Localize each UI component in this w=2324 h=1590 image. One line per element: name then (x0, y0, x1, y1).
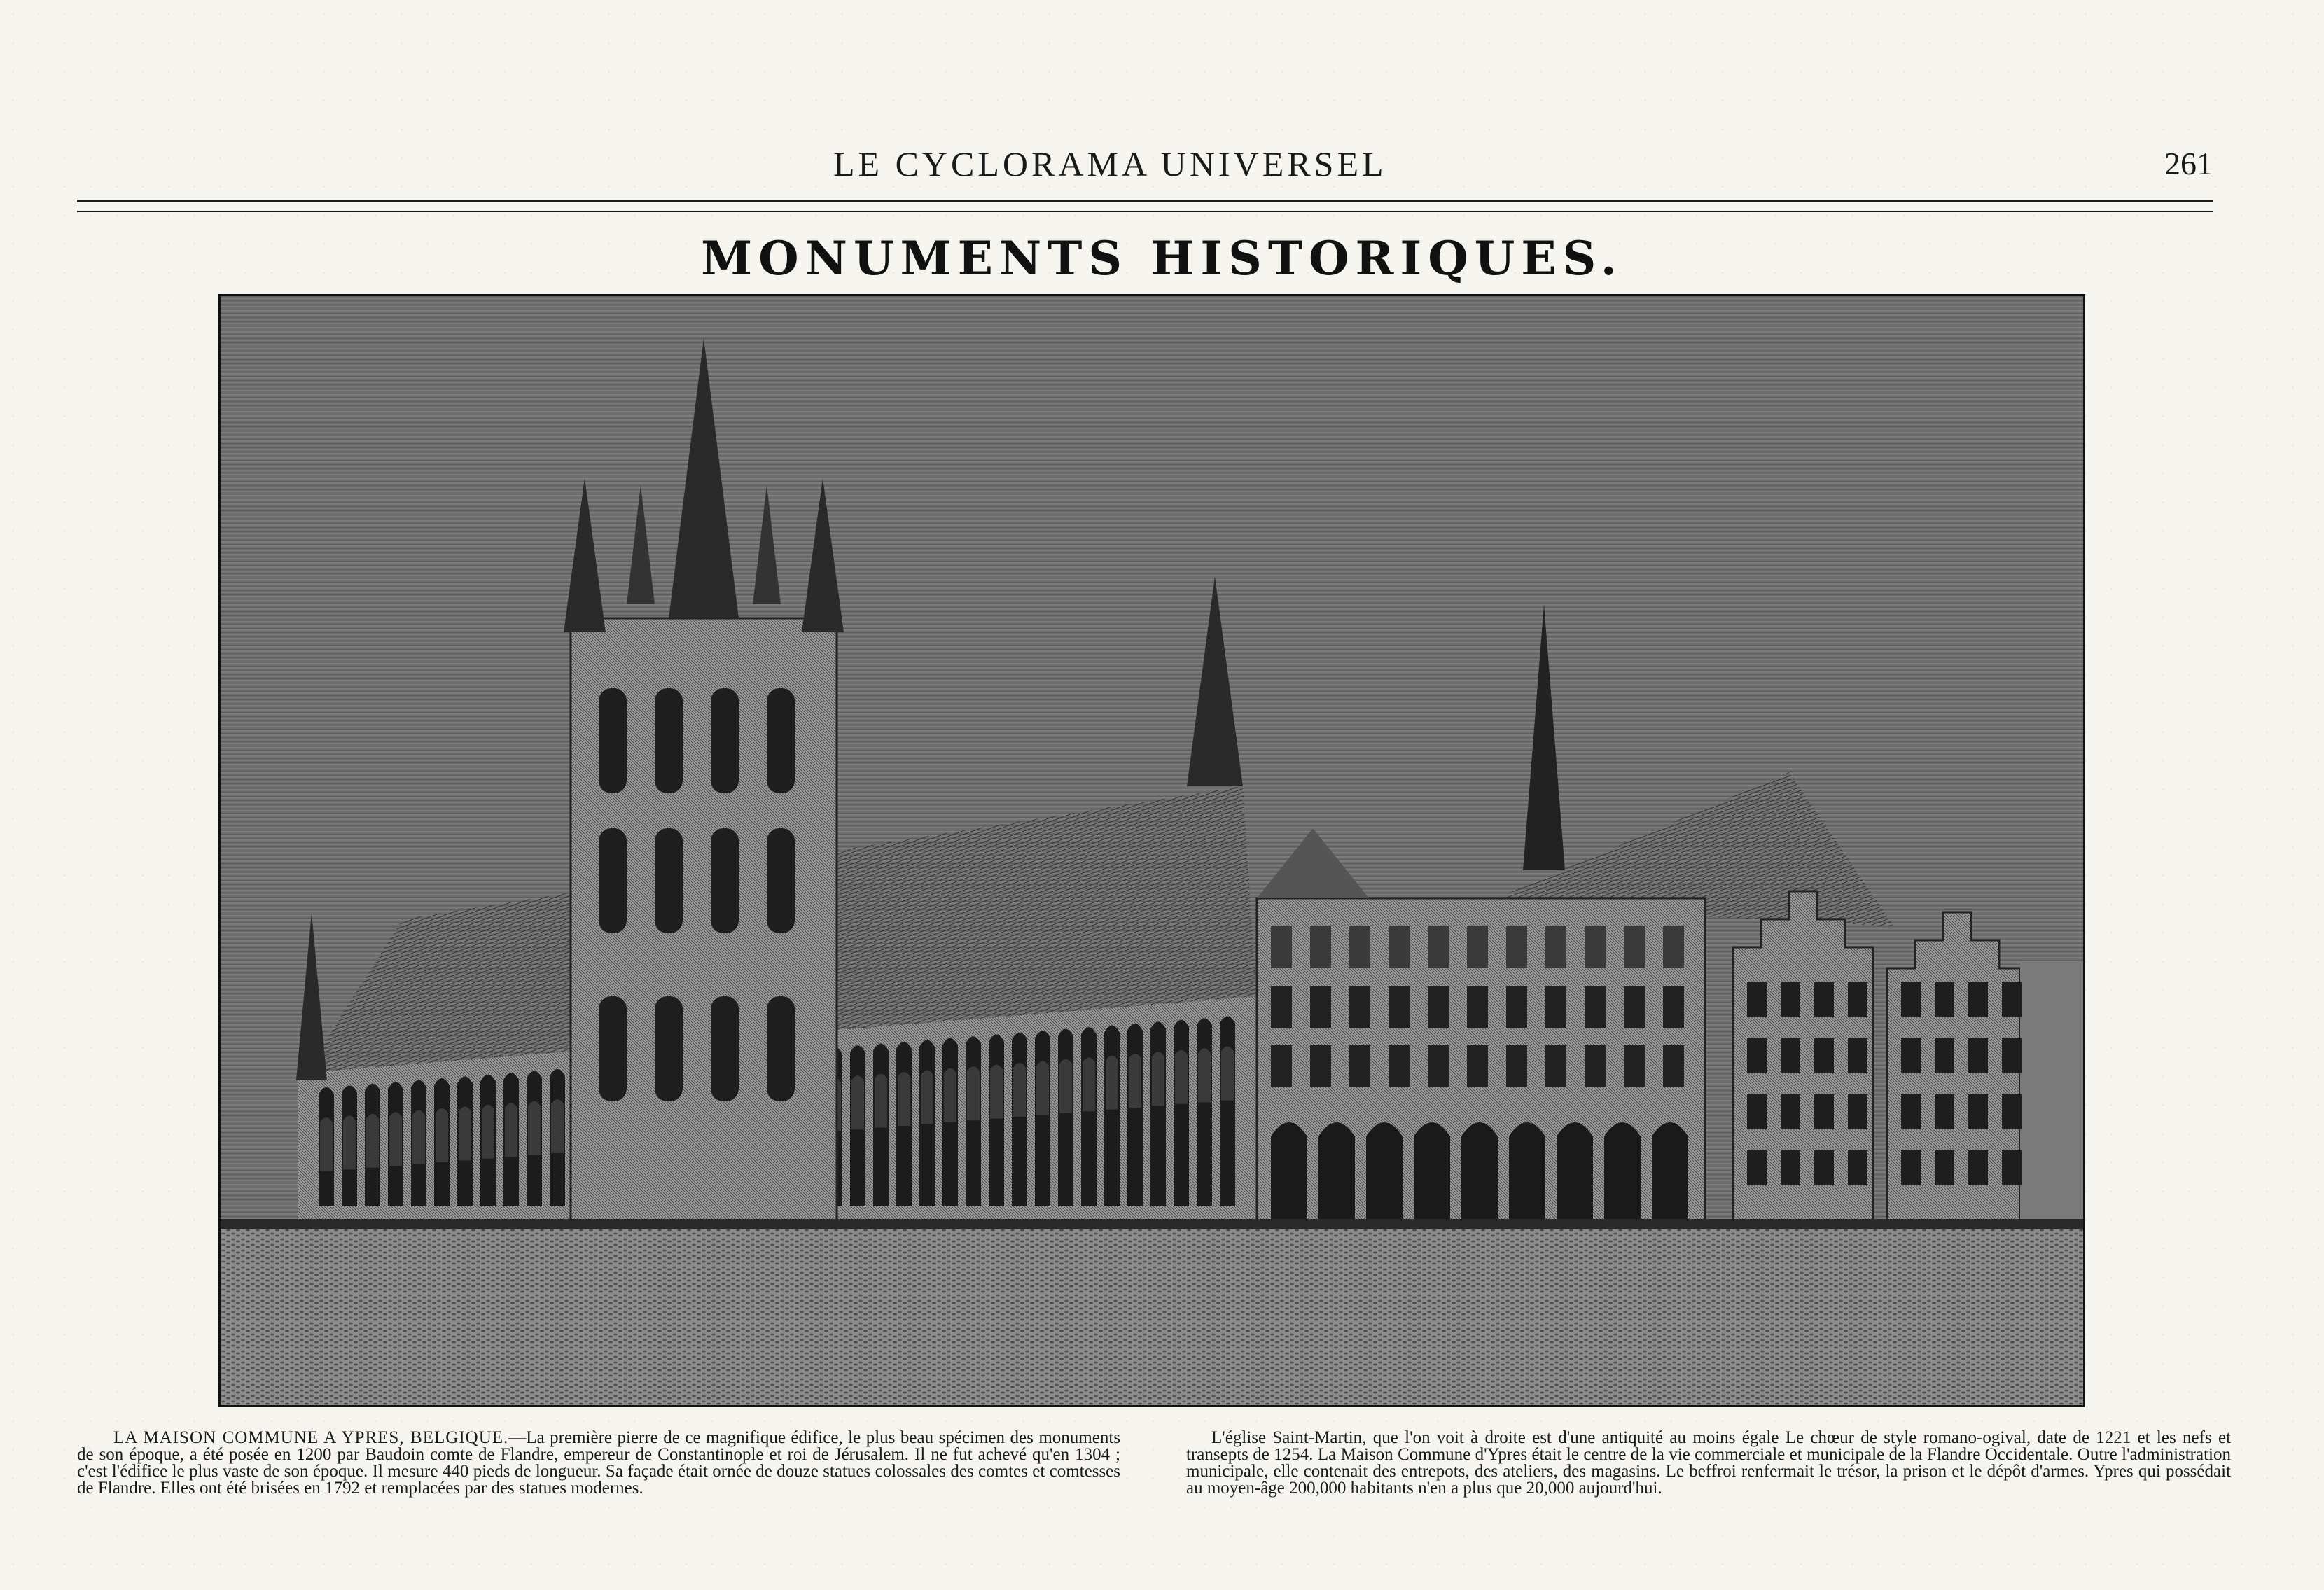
townhall-arch (1509, 1122, 1545, 1227)
hall-upper-window (436, 1108, 448, 1162)
hall-upper-window (1175, 1050, 1188, 1104)
house-window (1848, 982, 1867, 1017)
townhall-window (1545, 926, 1566, 968)
caption-left (77, 1430, 1120, 1497)
belfry-window (655, 996, 683, 1101)
hall-upper-window (1152, 1052, 1164, 1106)
house-window (2002, 982, 2022, 1017)
house-window (1848, 1094, 1867, 1129)
townhall-window (1467, 986, 1488, 1028)
hall-upper-window (412, 1110, 425, 1164)
house-right (2020, 961, 2083, 1227)
hall-upper-window (944, 1068, 956, 1122)
hall-arch (1150, 1021, 1166, 1206)
belfry-window (711, 688, 739, 793)
hall-upper-window (343, 1115, 356, 1169)
townhall-window (1506, 986, 1527, 1028)
townhall-window (1663, 986, 1684, 1028)
house-window (1901, 1150, 1921, 1185)
townhall-window (1428, 926, 1449, 968)
townhall-window (1271, 1045, 1292, 1087)
caption-left-body: —La première pierre de ce magnifique édifice, le plus beau spécimen des monuments de son époque, a été posée en 1200 par Baudoin comte de Flandre, empereur de Constantinople et roi de Jérusalem. Il ne fut achevé qu'en 1304 ; c'est l'édifice le plus vaste de son époque. Il mesure 440 pieds de longueur. Sa façade était ornée de douze statues colossales des comtes et comtesses de Flandre. Elles ont été brisées en 1792 et remplacées par des statues modernes. (77, 1428, 1120, 1498)
townhall-window (1310, 926, 1331, 968)
hall-upper-window (921, 1070, 933, 1124)
townhall-window (1585, 986, 1606, 1028)
house-window (2002, 1038, 2022, 1073)
house-window (2002, 1150, 2022, 1185)
townhall-arch (1652, 1122, 1688, 1227)
townhall-window (1349, 986, 1370, 1028)
townhall-window (1310, 986, 1331, 1028)
townhall-arch (1271, 1122, 1307, 1227)
header-rule-thin (77, 211, 2213, 212)
hall-arch (1012, 1033, 1027, 1206)
house-window (1814, 1038, 1834, 1073)
hall-upper-window (1198, 1048, 1211, 1102)
house-window (1901, 1038, 1921, 1073)
belfry-window (599, 688, 627, 793)
townhall-window (1545, 1045, 1566, 1087)
house-window (1968, 1038, 1988, 1073)
townhall-window (1428, 986, 1449, 1028)
hall-upper-window (1013, 1063, 1026, 1117)
belfry-window (767, 688, 795, 793)
hall-arch (1081, 1027, 1097, 1206)
townhall-window (1585, 1045, 1606, 1087)
house-window (1935, 1094, 1954, 1129)
townhall-window (1506, 1045, 1527, 1087)
townhall-arch (1318, 1122, 1355, 1227)
house-window (1781, 1150, 1800, 1185)
belfry-window (599, 828, 627, 933)
townhall-window (1467, 1045, 1488, 1087)
townhall-window (1624, 986, 1645, 1028)
house-window (1848, 1150, 1867, 1185)
townhall-window (1310, 1045, 1331, 1087)
hall-arch (1174, 1020, 1189, 1206)
hall-upper-window (482, 1105, 494, 1159)
journal-title: LE CYCLORAMA UNIVERSEL (833, 144, 1387, 183)
hall-upper-window (1221, 1047, 1234, 1101)
hall-arch (942, 1038, 958, 1206)
house-window (1781, 982, 1800, 1017)
header-rule-thick (77, 200, 2213, 202)
hall-upper-window (898, 1072, 910, 1126)
belfry-window (655, 688, 683, 793)
house-window (1848, 1038, 1867, 1073)
townhall-window (1389, 986, 1410, 1028)
house-window (1935, 1038, 1954, 1073)
townhall-window (1428, 1045, 1449, 1087)
townhall-window (1467, 926, 1488, 968)
townhall-window (1624, 926, 1645, 968)
hall-arch (1058, 1029, 1073, 1206)
hall-arch (966, 1036, 981, 1206)
townhall-arcade (1271, 1122, 1688, 1227)
townhall-window (1349, 1045, 1370, 1087)
hall-upper-window (1059, 1059, 1072, 1113)
hall-arch (1035, 1031, 1050, 1206)
townhall-window (1506, 926, 1527, 968)
townhall-window (1663, 926, 1684, 968)
hall-arch (1104, 1026, 1120, 1206)
townhall-window (1545, 986, 1566, 1028)
house-window (1968, 1094, 1988, 1129)
hall-upper-window (389, 1112, 402, 1166)
townhall-arch (1461, 1122, 1498, 1227)
hall-upper-window (528, 1101, 541, 1155)
house-window (1901, 1094, 1921, 1129)
house-window (1747, 1150, 1767, 1185)
hall-arch (1127, 1024, 1143, 1206)
hall-upper-window (551, 1099, 564, 1153)
hall-upper-window (366, 1114, 379, 1168)
engraving-illustration (218, 294, 2085, 1407)
house-window (1747, 1038, 1767, 1073)
house-window (1747, 1094, 1767, 1129)
townhall-window (1663, 1045, 1684, 1087)
house-window (1901, 982, 1921, 1017)
hall-upper-window (875, 1074, 887, 1128)
hall-upper-window (1036, 1061, 1049, 1115)
caption-right: L'église Saint-Martin, que l'on voit à droite est d'une antiquité au moins égale Le chœur de style romano-ogival, date de 1221 et les nefs et transepts de 1254. La Maison Commune d'Ypres était le centre de la vie commerciale et municipale de la Flandre Occidentale. Outre l'administration municipale, elle contenait des entrepots, des ateliers, des magasins. Le beffroi renfermait le trésor, la prison et le dépôt d'armes. Ypres qui possédait au moyen-âge 200,000 habitants n'en a plus que 20,000 aujourd'hui. (1186, 1428, 2231, 1498)
hall-upper-window (320, 1117, 333, 1171)
house-window (1968, 982, 1988, 1017)
house-window (1935, 1150, 1954, 1185)
house-window (1781, 1038, 1800, 1073)
townhall-window (1389, 1045, 1410, 1087)
hall-upper-window (990, 1065, 1003, 1119)
house-window (2002, 1094, 2022, 1129)
house-window (1814, 982, 1834, 1017)
townhall-arch (1414, 1122, 1450, 1227)
townhall-arch (1604, 1122, 1641, 1227)
hall-arch (1220, 1017, 1235, 1206)
townhall-window (1585, 926, 1606, 968)
house-window (1747, 982, 1767, 1017)
market-square (221, 1227, 2083, 1405)
hall-upper-window (851, 1075, 864, 1129)
belfry-window (655, 828, 683, 933)
townhall-window (1271, 926, 1292, 968)
house-window (1814, 1150, 1834, 1185)
engraving-svg (221, 296, 2083, 1405)
belfry-window (599, 996, 627, 1101)
hall-upper-window (505, 1103, 517, 1157)
townhall-window (1349, 926, 1370, 968)
hall-upper-window (1083, 1057, 1095, 1111)
house-window (1968, 1150, 1988, 1185)
house-window (1935, 982, 1954, 1017)
townhall-window (1271, 986, 1292, 1028)
belfry-window (711, 996, 739, 1101)
townhall-window (1624, 1045, 1645, 1087)
hall-upper-window (1129, 1054, 1141, 1108)
hall-upper-window (1106, 1056, 1118, 1110)
hall-arch (1197, 1018, 1212, 1206)
belfry-window (711, 828, 739, 933)
belfry-window (767, 996, 795, 1101)
house-window (1781, 1094, 1800, 1129)
townhall-window (1389, 926, 1410, 968)
running-head (77, 144, 2213, 193)
hall-arch (989, 1035, 1004, 1206)
house-window (1814, 1094, 1834, 1129)
page-number: 261 (2164, 146, 2213, 181)
hall-upper-window (459, 1106, 471, 1160)
shadow-line (221, 1219, 2083, 1229)
belfry-window (767, 828, 795, 933)
townhall-arch (1366, 1122, 1403, 1227)
hall-upper-window (967, 1066, 980, 1120)
caption-lead: LA MAISON COMMUNE A YPRES, BELGIQUE. (113, 1428, 509, 1447)
section-heading: MONUMENTS HISTORIQUES. (701, 231, 1623, 286)
townhall-arch (1557, 1122, 1593, 1227)
